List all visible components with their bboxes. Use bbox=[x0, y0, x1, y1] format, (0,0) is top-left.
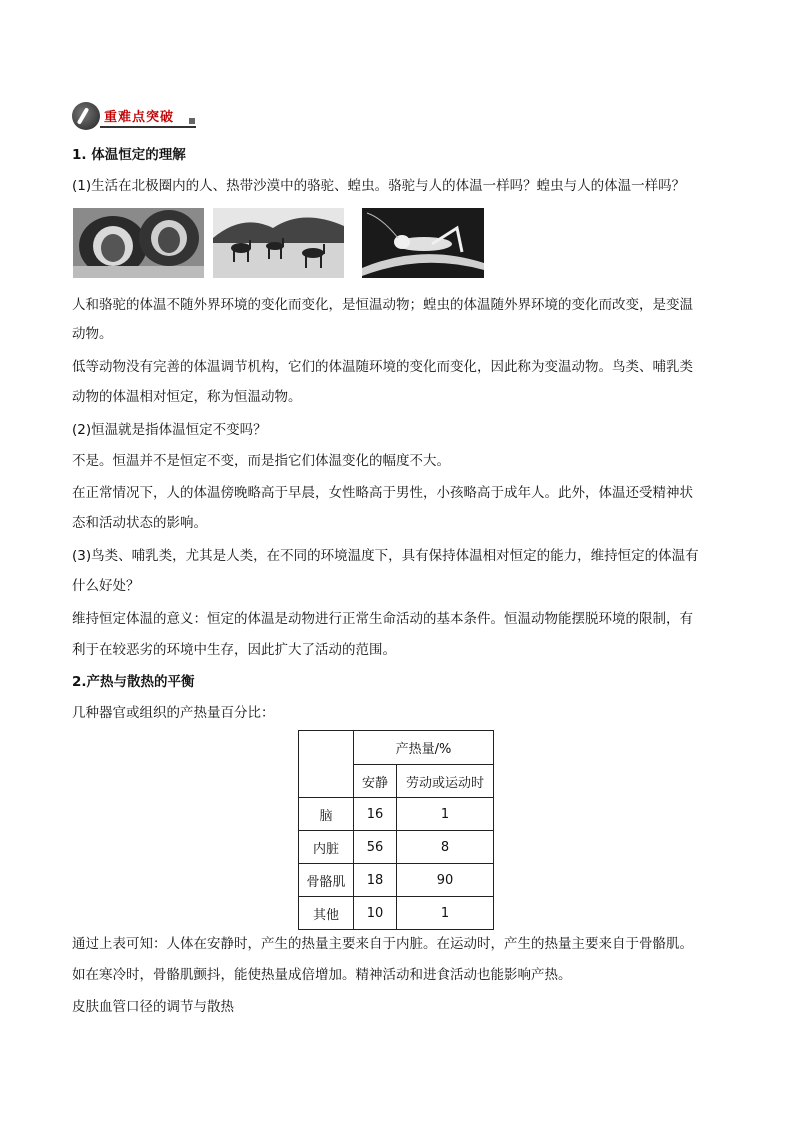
active-cell: 90 bbox=[397, 864, 494, 897]
conclusion-line1: 通过上表可知：人体在安静时，产生的热量主要来自于内脏。在运动时，产生的热量主要来自于骨骼肌。 bbox=[72, 936, 693, 952]
active-cell: 1 bbox=[397, 798, 494, 831]
table-row bbox=[299, 897, 494, 930]
table-header: 产热量/% bbox=[354, 731, 494, 765]
table-intro: 几种器官或组织的产热量百分比： bbox=[72, 705, 275, 721]
organ-cell: 脑 bbox=[299, 798, 354, 831]
organ-cell: 内脏 bbox=[299, 831, 354, 864]
organ-cell: 其他 bbox=[299, 897, 354, 930]
answer-1b-line1: 低等动物没有完善的体温调节机构，它们的体温随环境的变化而变化，因此称为变温动物。鸟类、哺乳类 bbox=[72, 359, 693, 375]
question-1: (1)生活在北极圈内的人、热带沙漠中的骆驼、蝗虫。骆驼与人的体温一样吗？蝗虫与人的体温一样吗？ bbox=[72, 178, 686, 194]
answer-2b-line1: 在正常情况下，人的体温傍晚略高于早晨，女性略高于男性，小孩略高于成年人。此外，体温还受精神状 bbox=[72, 485, 693, 501]
section1-title: 1. 体温恒定的理解 bbox=[72, 147, 186, 163]
active-cell: 1 bbox=[397, 897, 494, 930]
answer-1-line1: 人和骆驼的体温不随外界环境的变化而变化，是恒温动物；蝗虫的体温随外界环境的变化而改变，是变温 bbox=[72, 297, 693, 313]
answer-2b-line2: 态和活动状态的影响。 bbox=[72, 515, 207, 531]
table-row bbox=[299, 831, 494, 864]
table-row bbox=[299, 798, 494, 831]
inuit-people-photo bbox=[73, 208, 204, 278]
last-line: 皮肤血管口径的调节与散热 bbox=[72, 999, 234, 1015]
table-col-active: 劳动或运动时 bbox=[397, 765, 494, 798]
rest-cell: 16 bbox=[354, 798, 397, 831]
banner-title: 重难点突破 bbox=[104, 110, 175, 125]
rest-cell: 10 bbox=[354, 897, 397, 930]
section2-title: 2.产热与散热的平衡 bbox=[72, 674, 195, 690]
table-col-rest: 安静 bbox=[354, 765, 397, 798]
pen-icon bbox=[72, 102, 100, 130]
banner-underline bbox=[100, 126, 196, 128]
grasshopper-photo bbox=[362, 208, 484, 278]
rest-cell: 18 bbox=[354, 864, 397, 897]
banner-square-icon bbox=[189, 118, 195, 124]
question-3-line1: (3)鸟类、哺乳类，尤其是人类，在不同的环境温度下，具有保持体温相对恒定的能力，维持恒定的体温有 bbox=[72, 548, 699, 564]
answer-3-line2: 利于在较恶劣的环境中生存，因此扩大了活动的范围。 bbox=[72, 642, 396, 658]
organ-cell: 骨骼肌 bbox=[299, 864, 354, 897]
answer-3-line1: 维持恒定体温的意义：恒定的体温是动物进行正常生命活动的基本条件。恒温动物能摆脱环境的限制，有 bbox=[72, 611, 693, 627]
active-cell: 8 bbox=[397, 831, 494, 864]
table-row bbox=[299, 864, 494, 897]
answer-1b-line2: 动物的体温相对恒定，称为恒温动物。 bbox=[72, 389, 302, 405]
question-3-line2: 什么好处？ bbox=[72, 578, 140, 594]
camels-desert-photo bbox=[213, 208, 344, 278]
rest-cell: 56 bbox=[354, 831, 397, 864]
table-corner-cell bbox=[299, 731, 354, 798]
section-banner bbox=[72, 100, 197, 132]
answer-2: 不是。恒温并不是恒定不变，而是指它们体温变化的幅度不大。 bbox=[72, 453, 450, 469]
question-2: (2)恒温就是指体温恒定不变吗？ bbox=[72, 422, 267, 438]
conclusion-line2: 如在寒冷时，骨骼肌颤抖，能使热量成倍增加。精神活动和进食活动也能影响产热。 bbox=[72, 967, 572, 983]
answer-1-line2: 动物。 bbox=[72, 326, 113, 342]
heat-production-table bbox=[298, 730, 494, 930]
